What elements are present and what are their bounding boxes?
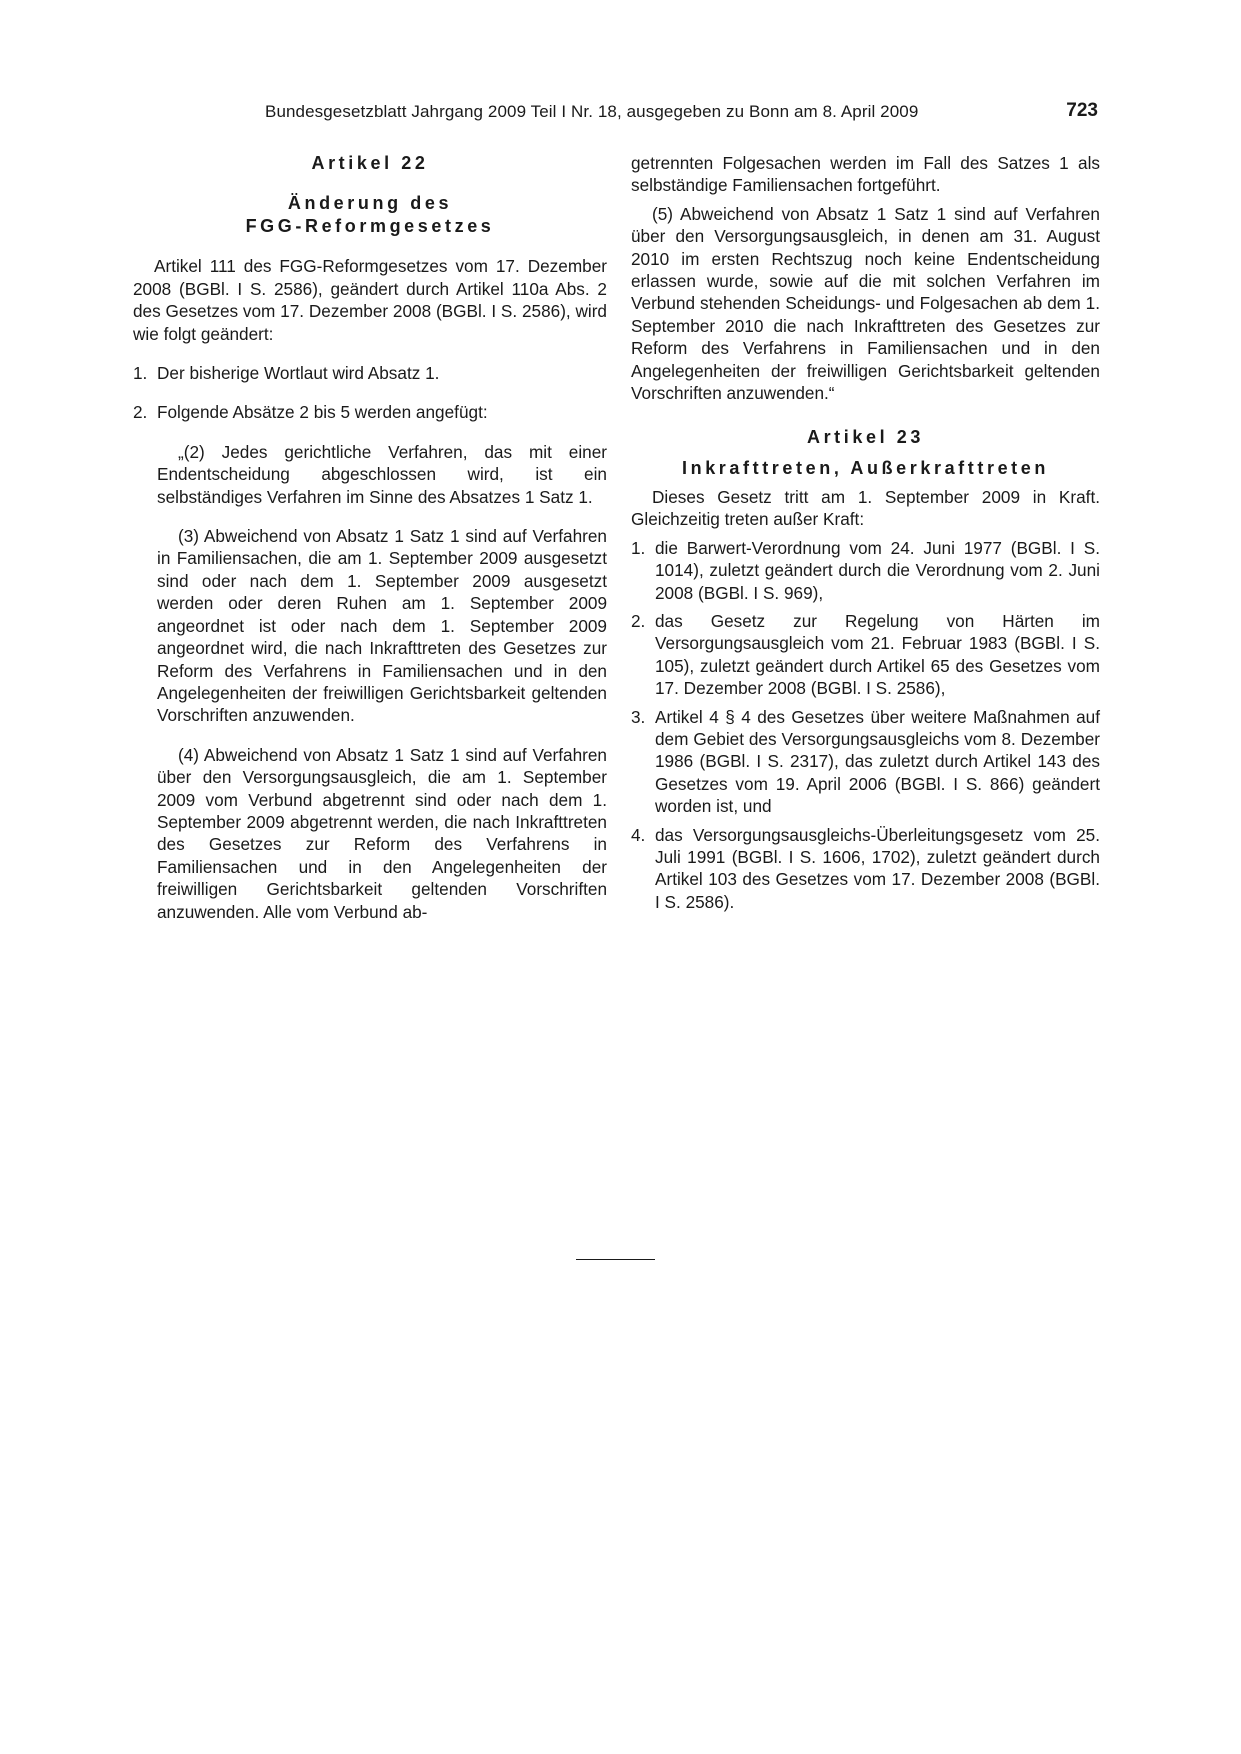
page-number: 723 <box>1066 100 1098 121</box>
paragraph-5: (5) Abweichend von Absatz 1 Satz 1 sind auf Verfahren über den Versorgungsausgleich, in denen am 31. August 2010 im ersten Rechtszug noch keine Endentscheidung erlassen wurde, sowie auf die mit solchen Verfahren im Verbund stehenden Scheidungs- und Folgesachen ab dem 1. September 2010 die nach Inkrafttreten des Gesetzes zur Reform des Verfahrens in Familiensachen und in den Angelegenheiten der freiwilligen Gerichtsbarkeit geltenden Vorschriften anzuwenden.“ <box>631 203 1100 404</box>
list-item-number: 3. <box>631 706 646 727</box>
article-23-intro: Dieses Gesetz tritt am 1. September 2009 in Kraft. Gleichzeitig treten außer Kraft: <box>631 486 1100 530</box>
paragraph-4: (4) Abweichend von Absatz 1 Satz 1 sind auf Verfahren über den Versorgungsausgleich, die am 1. September 2009 vom Verbund abgetrennt sind oder nach dem 1. September 2009 abgetrennt werden, die nach Inkrafttreten des Gesetzes zur Reform des Verfahrens in Familiensachen und in den Angelegenheiten der freiwilligen Gerichtsbarkeit geltenden Vorschriften anzuwenden. Alle vom Verbund ab- <box>157 744 607 922</box>
article-22-title-line-2: FGG-Reformgesetzes <box>245 216 495 237</box>
list-item-number: 2. <box>133 402 148 423</box>
paragraph-3: (3) Abweichend von Absatz 1 Satz 1 sind auf Verfahren in Familiensachen, die am 1. September 2009 ausgesetzt sind oder nach dem 1. September 2009 ausgesetzt werden oder deren Ruhen am 1. September 2009 angeordnet ist oder nach dem 1. September 2009 angeordnet wird, die nach Inkrafttreten des Gesetzes zur Reform des Verfahrens in Familiensachen und in den Angelegenheiten der freiwilligen Gerichtsbarkeit geltenden Vorschriften anzuwenden. <box>157 526 607 726</box>
article-23-list <box>631 537 1100 914</box>
list-item-text: das Gesetz zur Regelung von Härten im Versorgungsausgleich vom 21. Februar 1983 (BGBl. I S. 105), zuletzt geändert durch Artikel 65 des Gesetzes vom 17. Dezember 2008 (BGBl. I S. 2586), <box>655 610 1100 699</box>
list-item <box>631 824 1100 914</box>
article-22-intro: Artikel 111 des FGG-Reformgesetzes vom 17. Dezember 2008 (BGBl. I S. 2586), geändert durch Artikel 110a Abs. 2 des Gesetzes vom 17. Dezember 2008 (BGBl. I S. 2586), wird wie folgt geändert: <box>133 256 607 344</box>
article-23-title: Inkrafttreten, Außerkrafttreten <box>682 457 1049 478</box>
list-item-number: 4. <box>631 824 646 845</box>
article-22-heading: Artikel 22 <box>311 153 429 173</box>
page-header <box>265 100 1098 126</box>
list-item-text: das Versorgungsausgleichs-Überleitungsgesetz vom 25. Juli 1991 (BGBl. I S. 1606, 1702), zuletzt geändert durch Artikel 103 des Gesetzes vom 17. Dezember 2008 (BGBl. I S. 2586). <box>655 824 1100 912</box>
list-item <box>133 362 607 384</box>
list-item <box>631 706 1100 818</box>
closing-rule <box>576 1259 655 1260</box>
list-item <box>133 401 607 423</box>
list-item-text: Folgende Absätze 2 bis 5 werden angefügt: <box>157 402 488 423</box>
left-column <box>133 152 607 923</box>
paragraph-2: „(2) Jedes gerichtliche Verfahren, das mit einer Endentscheidung abgeschlossen wird, ist ein selbständiges Verfahren im Sinne des Absatzes 1 Satz 1. <box>157 441 607 507</box>
running-head: Bundesgesetzblatt Jahrgang 2009 Teil I Nr. 18, ausgegeben zu Bonn am 8. April 2009 <box>265 102 919 121</box>
article-23-heading: Artikel 23 <box>806 427 925 448</box>
list-item-text: die Barwert-Verordnung vom 24. Juni 1977 (BGBl. I S. 1014), zuletzt geändert durch die Verordnung vom 2. Juni 2008 (BGBl. I S. 969), <box>655 537 1100 603</box>
list-item-text: Artikel 4 § 4 des Gesetzes über weitere Maßnahmen auf dem Gebiet des Versorgungsausgleichs vom 8. Dezember 1986 (BGBl. I S. 2317), das zuletzt durch Artikel 143 des Gesetzes vom 19. April 2006 (BGBl. I S. 866) geändert worden ist, und <box>655 706 1100 817</box>
right-column <box>631 152 1100 913</box>
list-item <box>631 537 1100 604</box>
article-22-title-line-1: Änderung des <box>287 193 453 214</box>
list-item-number: 1. <box>631 537 646 558</box>
list-item-text: Der bisherige Wortlaut wird Absatz 1. <box>157 363 440 384</box>
list-item <box>631 610 1100 700</box>
list-item-number: 1. <box>133 363 148 384</box>
list-item-number: 2. <box>631 610 646 631</box>
paragraph-4-continued: getrennten Folgesachen werden im Fall des Satzes 1 als selbständige Familiensachen fortgeführt. <box>631 153 1100 196</box>
article-22-list <box>133 362 607 424</box>
